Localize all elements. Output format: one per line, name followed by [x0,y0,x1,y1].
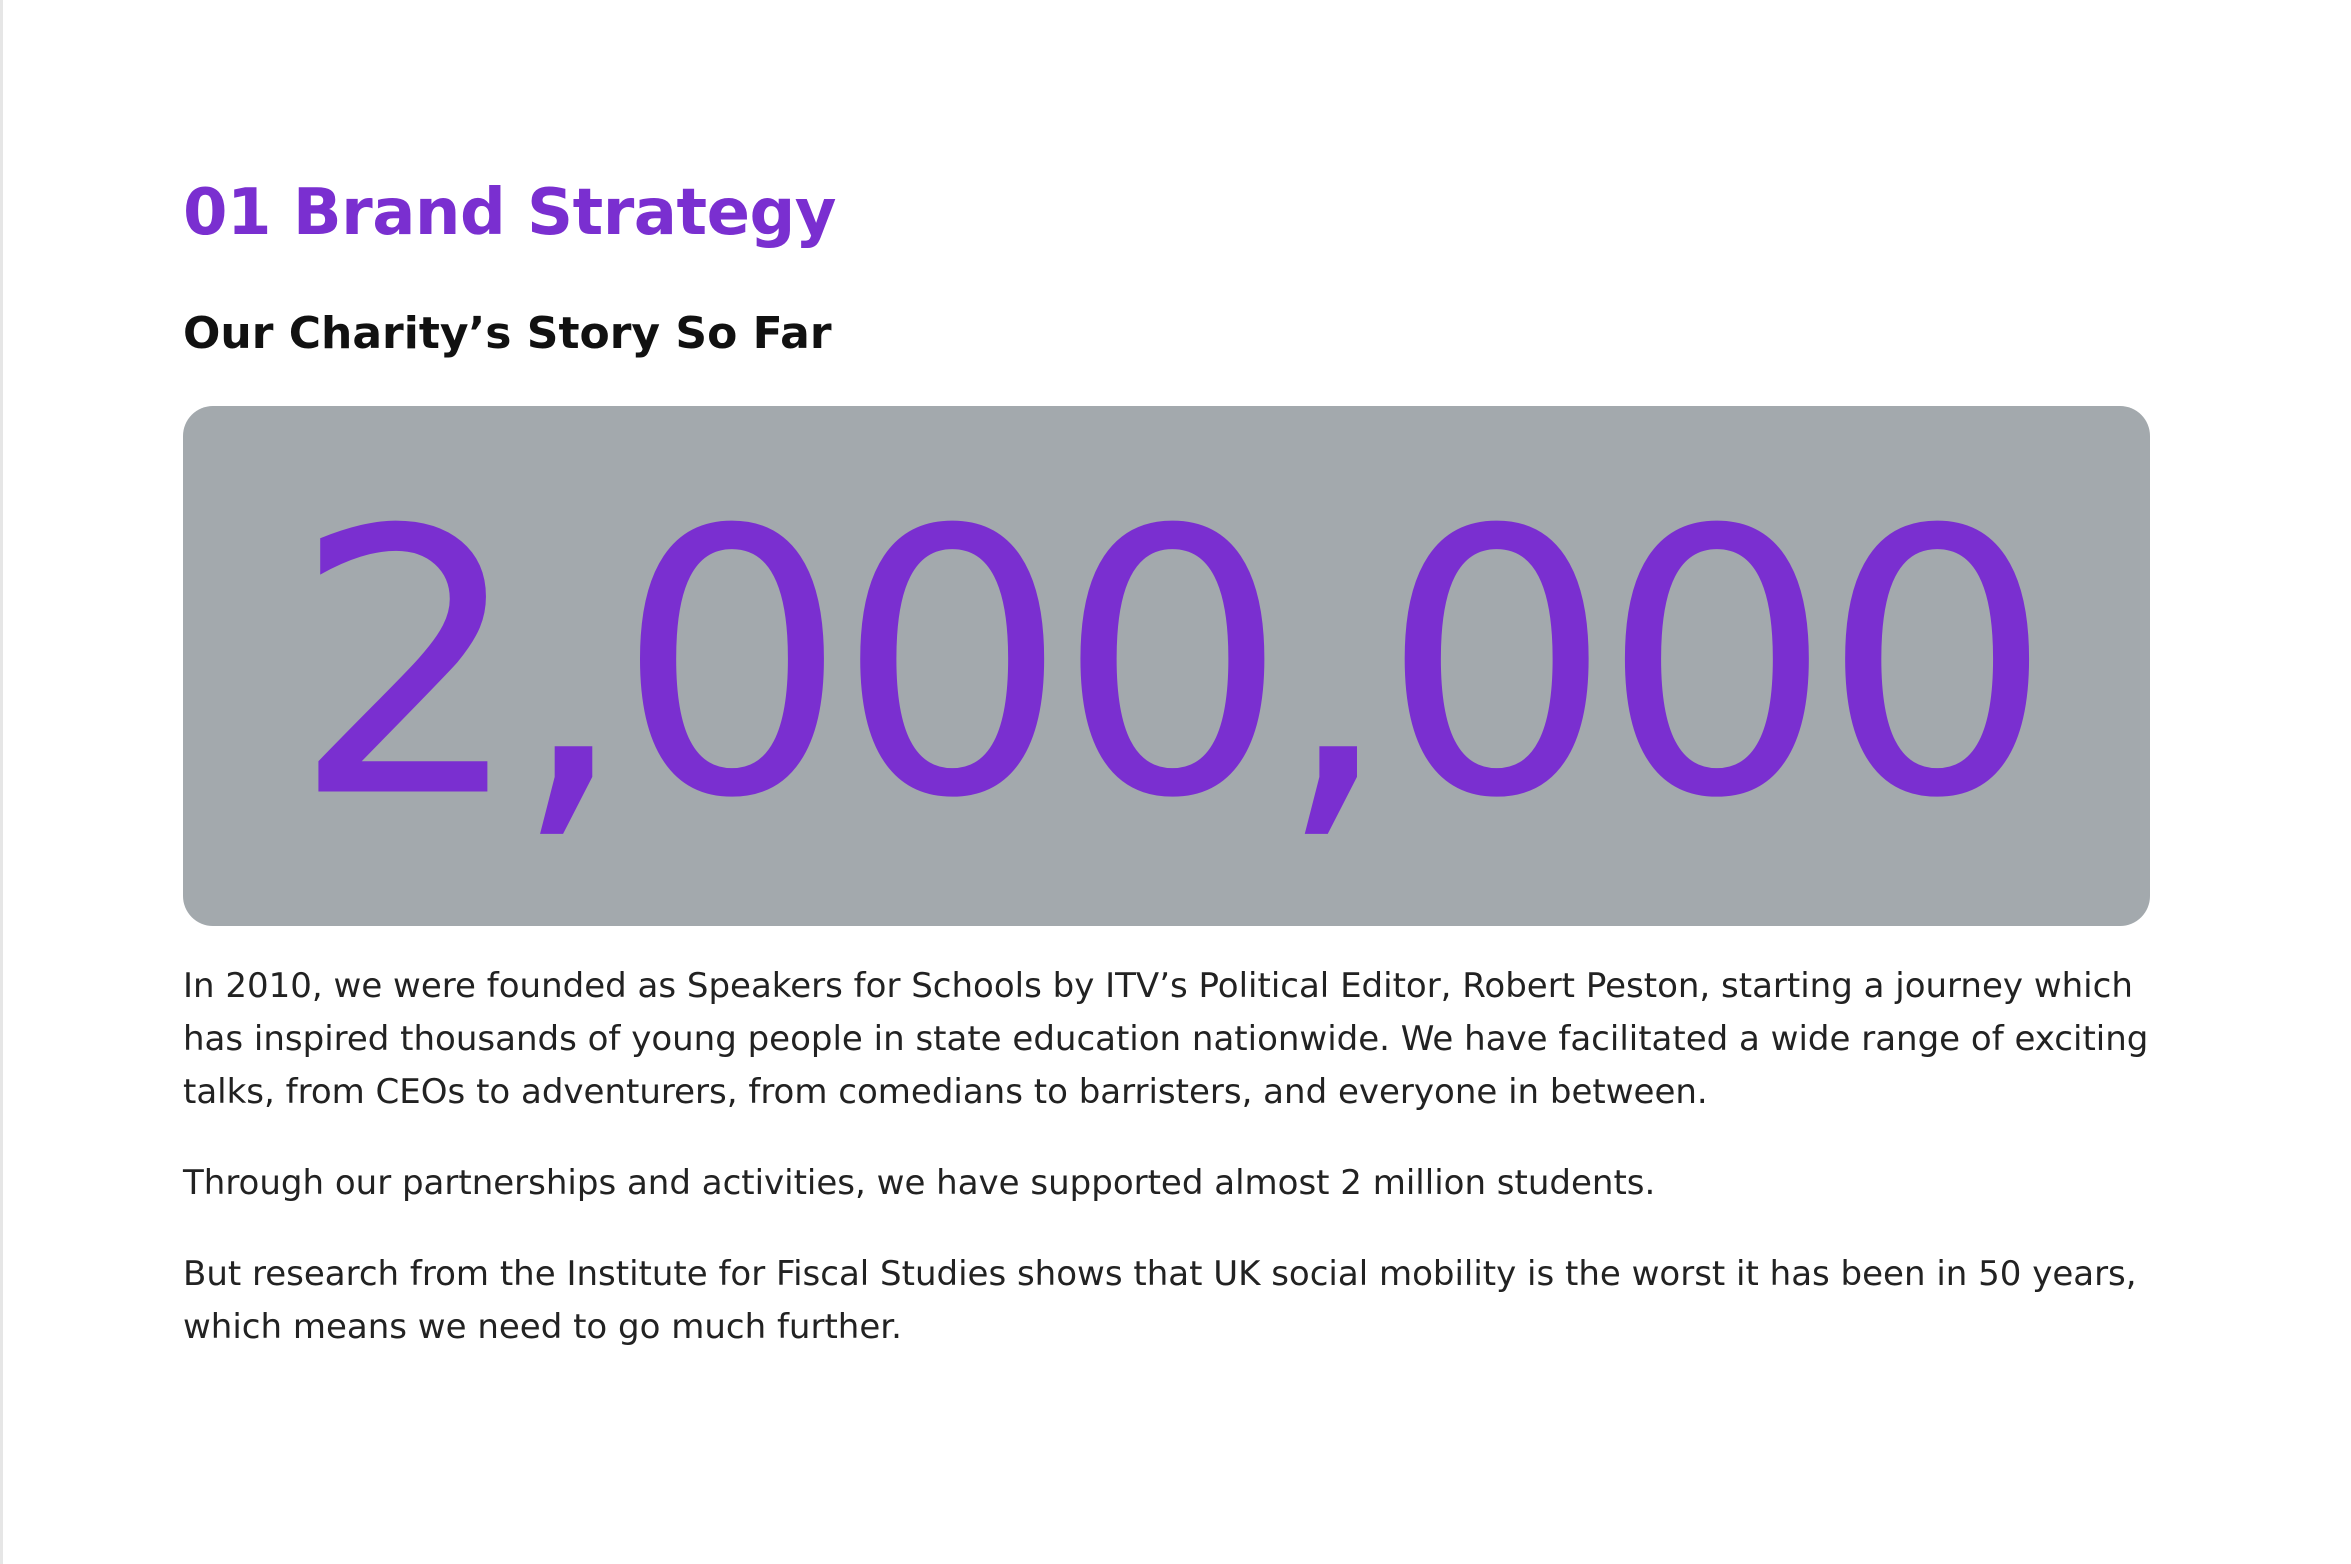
section-subtitle: Our Charity’s Story So Far [183,308,832,359]
section-title: 01 Brand Strategy [183,176,836,250]
paragraph-founding: In 2010, we were founded as Speakers for Schools by ITV’s Political Editor, Robert Peston, starting a journey which has inspired thousands of young people in state education nationwide. We have facilitated a wide range of exciting talks, from CEOs to adventurers, from comedians to barristers, and everyone in between. [183,966,2149,1112]
stat-number: 2,000,000 [291,453,2042,879]
paragraph-research: But research from the Institute for Fiscal Studies shows that UK social mobility is the worst it has been in 50 years, which means we need to go much further. [183,1254,2137,1347]
page-left-edge [0,0,3,1564]
paragraph-impact: Through our partnerships and activities, we have supported almost 2 million students. [183,1163,1656,1203]
stat-card [183,406,2150,926]
body-copy [183,960,2150,1392]
